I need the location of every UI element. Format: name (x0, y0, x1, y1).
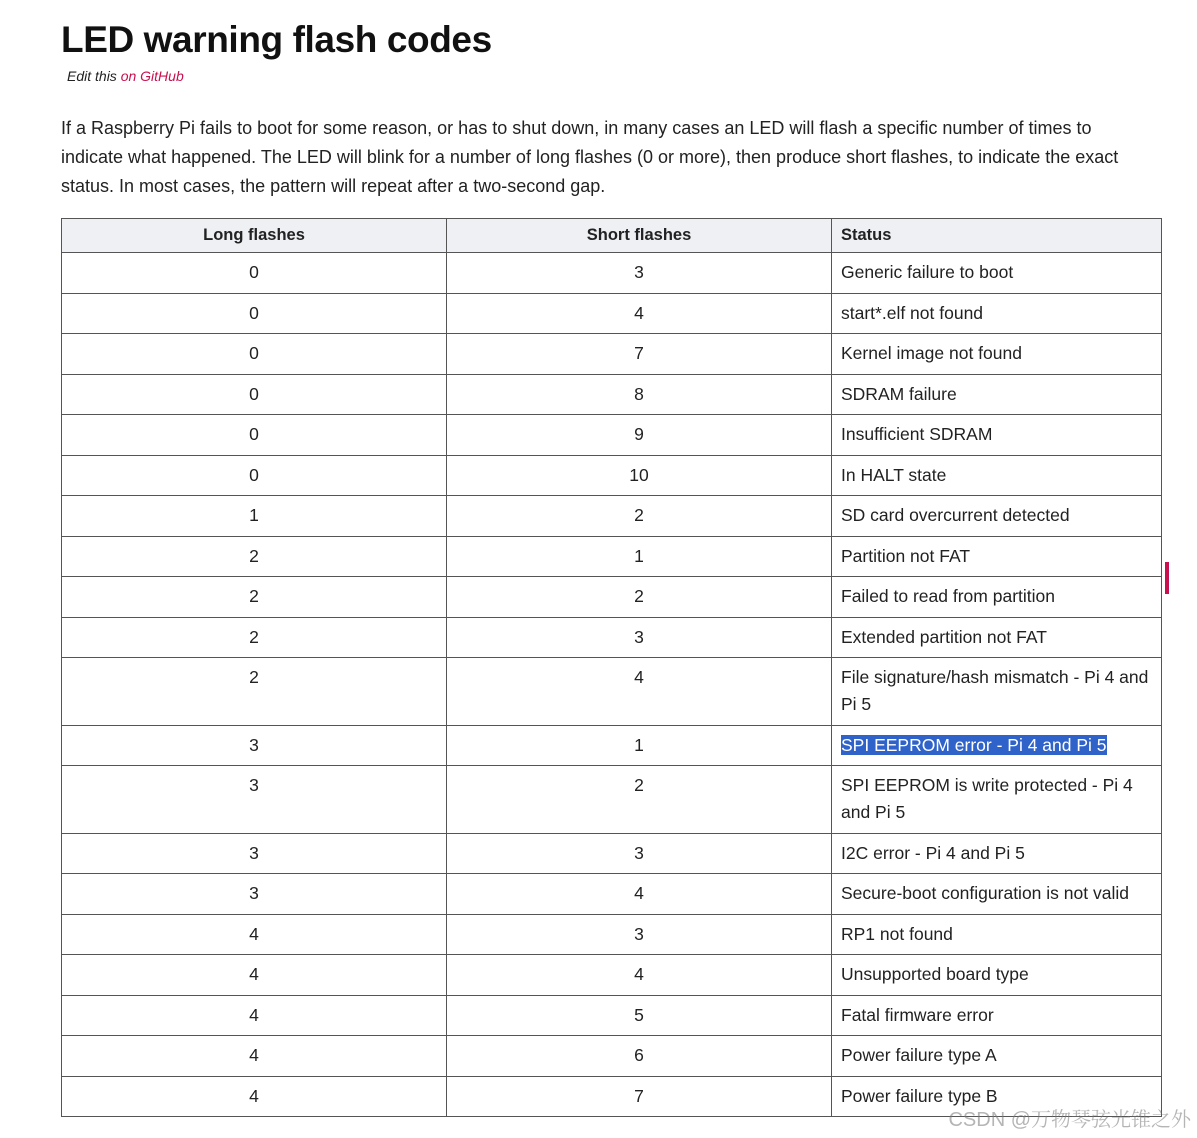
status-text: Unsupported board type (841, 964, 1029, 984)
cell-status (832, 833, 1162, 874)
cell-status (832, 725, 1162, 766)
table-row (62, 658, 1162, 726)
status-text: I2C error - Pi 4 and Pi 5 (841, 842, 1025, 863)
cell-long-flashes: 4 (62, 1036, 447, 1077)
cell-status (832, 955, 1162, 996)
cell-short-flashes: 8 (447, 374, 832, 415)
cell-status (832, 617, 1162, 658)
edit-prefix: Edit this (67, 68, 121, 84)
header-short-flashes: Short flashes (447, 219, 832, 253)
status-text: Secure-boot configuration is not valid (841, 883, 1129, 903)
cell-long-flashes: 3 (62, 833, 447, 874)
status-text: SD card overcurrent detected (841, 505, 1070, 525)
cell-status (832, 658, 1162, 726)
status-text: Power failure type B (841, 1085, 998, 1106)
cell-long-flashes: 0 (62, 253, 447, 294)
cell-long-flashes: 2 (62, 658, 447, 726)
cell-short-flashes: 7 (447, 334, 832, 375)
status-text: Failed to read from partition (841, 586, 1055, 606)
cell-long-flashes: 3 (62, 766, 447, 834)
cell-long-flashes: 4 (62, 995, 447, 1036)
status-text: Partition not FAT (841, 545, 971, 566)
status-text: SPI EEPROM is write protected - Pi 4 and Pi 5 (841, 775, 1133, 822)
cell-status (832, 455, 1162, 496)
cell-long-flashes: 0 (62, 374, 447, 415)
status-text: start*.elf not found (841, 302, 984, 323)
table-row (62, 833, 1162, 874)
cell-long-flashes: 2 (62, 536, 447, 577)
table-row (62, 577, 1162, 618)
table-row (62, 617, 1162, 658)
table-row (62, 766, 1162, 834)
table-row (62, 334, 1162, 375)
table-row (62, 293, 1162, 334)
table-row (62, 1036, 1162, 1077)
cell-short-flashes: 1 (447, 536, 832, 577)
cell-long-flashes: 4 (62, 914, 447, 955)
cell-status (832, 374, 1162, 415)
table-row (62, 455, 1162, 496)
status-text: Kernel image not found (841, 343, 1022, 363)
cell-status (832, 766, 1162, 834)
cell-long-flashes: 4 (62, 1076, 447, 1117)
cell-long-flashes: 1 (62, 496, 447, 537)
table-row (62, 374, 1162, 415)
cell-long-flashes: 2 (62, 617, 447, 658)
status-text: In HALT state (841, 464, 947, 485)
table-row (62, 415, 1162, 456)
cell-short-flashes: 4 (447, 658, 832, 726)
cell-status (832, 496, 1162, 537)
status-text: Extended partition not FAT (841, 626, 1047, 647)
cell-long-flashes: 3 (62, 725, 447, 766)
table-row (62, 874, 1162, 915)
cell-short-flashes: 7 (447, 1076, 832, 1117)
scroll-position-marker (1165, 562, 1169, 594)
status-text: Power failure type A (841, 1045, 997, 1065)
cell-short-flashes: 2 (447, 496, 832, 537)
table-header-row (62, 219, 1162, 253)
cell-short-flashes: 3 (447, 914, 832, 955)
cell-long-flashes: 0 (62, 293, 447, 334)
cell-status (832, 253, 1162, 294)
status-text: Generic failure to boot (841, 262, 1014, 282)
cell-short-flashes: 3 (447, 617, 832, 658)
table-row (62, 536, 1162, 577)
cell-short-flashes: 10 (447, 455, 832, 496)
github-link[interactable]: on GitHub (120, 68, 184, 84)
cell-long-flashes: 2 (62, 577, 447, 618)
cell-status (832, 334, 1162, 375)
status-text: RP1 not found (841, 923, 953, 944)
cell-short-flashes: 3 (447, 833, 832, 874)
intro-paragraph: If a Raspberry Pi fails to boot for some reason, or has to shut down, in many cases an LED will flash a specific number of times to indicate what happened. The LED will blink for a number of long flashes (0 or more), then produce short flashes, to indicate the exact status. In most cases, the pattern will repeat after a two-second gap. (61, 118, 1119, 196)
cell-long-flashes: 0 (62, 415, 447, 456)
cell-status (832, 293, 1162, 334)
cell-short-flashes: 4 (447, 955, 832, 996)
cell-short-flashes: 9 (447, 415, 832, 456)
status-text: Insufficient SDRAM (841, 424, 993, 444)
status-text: SDRAM failure (841, 383, 957, 404)
cell-long-flashes: 4 (62, 955, 447, 996)
cell-short-flashes: 2 (447, 577, 832, 618)
cell-long-flashes: 0 (62, 455, 447, 496)
status-text: Fatal firmware error (841, 1004, 994, 1025)
cell-status (832, 577, 1162, 618)
cell-short-flashes: 1 (447, 725, 832, 766)
cell-short-flashes: 4 (447, 293, 832, 334)
cell-short-flashes: 2 (447, 766, 832, 834)
cell-long-flashes: 0 (62, 334, 447, 375)
cell-status (832, 536, 1162, 577)
cell-status (832, 874, 1162, 915)
table-row (62, 496, 1162, 537)
table-body (62, 253, 1162, 1117)
table-row (62, 914, 1162, 955)
watermark: CSDN @万物琴弦光锥之外 (948, 1109, 1191, 1131)
cell-short-flashes: 5 (447, 995, 832, 1036)
table-row (62, 725, 1162, 766)
table-row (62, 995, 1162, 1036)
header-status: Status (832, 219, 1162, 253)
status-text: File signature/hash mismatch - Pi 4 and Pi 5 (841, 667, 1149, 714)
flash-codes-table (61, 218, 1162, 1117)
page-title: LED warning flash codes (61, 19, 492, 60)
table-row (62, 253, 1162, 294)
cell-short-flashes: 4 (447, 874, 832, 915)
header-long-flashes: Long flashes (62, 219, 447, 253)
cell-status (832, 995, 1162, 1036)
cell-status (832, 914, 1162, 955)
cell-short-flashes: 3 (447, 253, 832, 294)
table-row (62, 955, 1162, 996)
cell-status (832, 415, 1162, 456)
cell-long-flashes: 3 (62, 874, 447, 915)
cell-status (832, 1036, 1162, 1077)
edit-on-github-line (67, 68, 184, 84)
status-text-selected: SPI EEPROM error - Pi 4 and Pi 5 (841, 734, 1107, 755)
cell-short-flashes: 6 (447, 1036, 832, 1077)
